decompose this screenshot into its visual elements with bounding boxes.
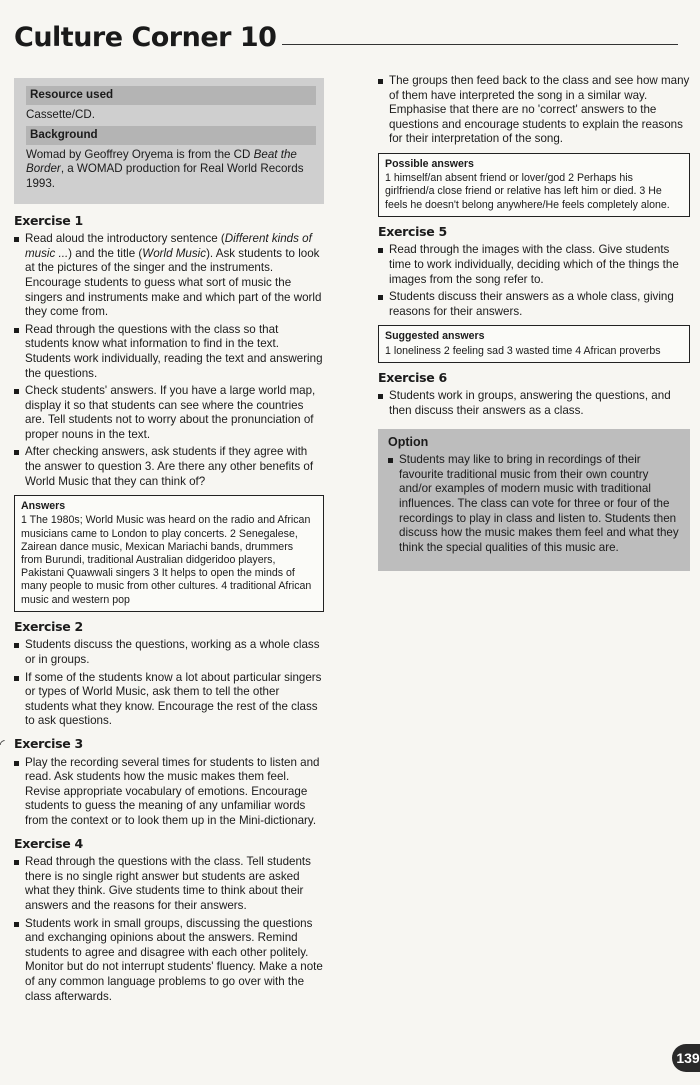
exercise-5-answers-box [378,325,690,362]
answers-text: 1 The 1980s; World Music was heard on the radio and African musicians came to London to play concerts. 2 Senegalese, Zairean dance music, Mexican Mariachi bands, drummers from Burundi, traditional Australian didgeridoo players, Pakistani Quawwali singers 3 It helps to open the minds of many people to music from other cultures. 4 traditional African music and western pop [21,514,312,606]
exercise-5-heading: Exercise 5 [378,223,447,239]
exercise-4-list [14,855,324,1004]
resource-heading: Resource used [26,86,316,105]
exercise-4-answers-box [378,153,690,217]
list-item: If some of the students know a lot about particular singers or types of World Music, ask them to tell the other students what they know. Encourage the rest of the class to ask questions. [14,671,324,729]
list-item: Read through the questions with the class. Tell students there is no single right answer but students are asked what they think. Give students time to think about their answers and the reasons for their answers. [14,855,324,913]
page-title: Culture Corner 10 [14,22,282,53]
cd-icon: ◜ [0,737,5,752]
answers-text: 1 loneliness 2 feeling sad 3 wasted time 4 African proverbs [385,344,661,357]
list-item: Students discuss their answers as a whole class, giving reasons for their answers. [378,290,690,319]
list-item: Read through the images with the class. Give students time to work individually, deciding which of the things the images from the song refer to. [378,243,690,287]
exercise-3-list [14,756,324,829]
list-item: Read aloud the introductory sentence (Different kinds of music ...) and the title (World Music). Ask students to look at the pictures of the singer and the instruments. Encourage students to guess what sort of music the singers and instruments make and which part of the world they come from. [14,232,324,320]
exercise-6-heading: Exercise 6 [378,369,447,385]
option-list [388,453,680,555]
list-item: The groups then feed back to the class and see how many of them have interpreted the song in a similar way. Emphasise that there are no 'correct' answers to the questions and encourage students to explain the reasons for their interpretation of the song. [378,74,690,147]
answers-title: Answers [21,500,66,513]
page-number: 139 [672,1044,700,1072]
left-column [0,78,324,1010]
answers-text: 1 himself/an absent friend or lover/god 2 Perhaps his girlfriend/a close friend or relative has left him or died. 3 He feels he doesn't belong anywhere/He feels completely alone. [385,172,670,211]
answers-title: Possible answers [385,157,474,170]
answers-title: Suggested answers [385,330,485,343]
exercise-5-list [378,243,690,319]
list-item: Students work in small groups, discussing the questions and exchanging opinions about the answers. Remind students to agree and disagree with each other politely. Monitor but do not interrupt students' fluency. Make a note of any common language problems to go over with the class afterwards. [14,917,324,1005]
exercise-3-heading: ◜ Exercise 3 [0,736,83,752]
list-item: Students work in groups, answering the questions, and then discuss their answers as a class. [378,389,690,418]
exercise-2-heading: Exercise 2 [14,618,83,634]
exercise-1-answers-box [14,495,324,612]
list-item: Students may like to bring in recordings of their favourite traditional music from their own country and/or examples of modern music with traditional influences. The class can vote for three or four of the recordings to play in class and listen to. Students then discuss how the music makes them feel and what they think the special qualities of this music are. [388,453,680,555]
background-heading: Background [26,126,316,145]
list-item: Students discuss the questions, working as a whole class or in groups. [14,638,324,667]
exercise-6-list [378,389,690,418]
exercise-1-list [14,232,324,489]
option-title: Option [388,434,429,449]
resource-text: Cassette/CD. [26,107,95,121]
background-text: Womad by Geoffrey Oryema is from the CD Beat the Border, a WOMAD production for Real World Records 1993. [26,147,304,190]
exercise-1-heading: Exercise 1 [14,212,83,228]
list-item: Play the recording several times for students to listen and read. Ask students how the music makes them feel. Revise appropriate vocabulary of emotions. Encourage students to guess the meaning of any unfamiliar words from the context or to look them up in the Mini-dictionary. [14,756,324,829]
list-item: Check students' answers. If you have a large world map, display it so that students can see where the countries are. Tell students not to worry about the pronunciation of proper nouns in the text. [14,384,324,442]
option-box [378,429,690,572]
right-column [378,74,690,571]
list-item: Read through the questions with the class so that students know what information to find in the text. Students work individually, reading the text and answering the questions. [14,323,324,381]
resource-box [14,78,324,204]
list-item: After checking answers, ask students if they agree with the answer to question 3. Are there any other benefits of World Music that they can think of? [14,445,324,489]
exercise-4-list-continued [378,74,690,147]
exercise-2-list [14,638,324,729]
exercise-4-heading: Exercise 4 [14,835,83,851]
